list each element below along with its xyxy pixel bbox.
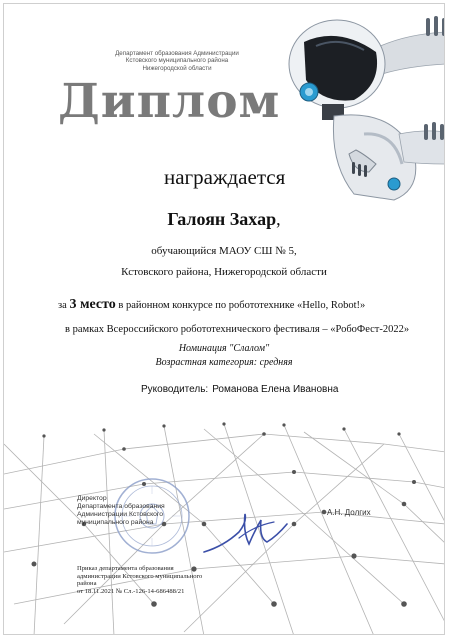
school-line: обучающийся МАОУ СШ № 5, bbox=[151, 245, 297, 257]
signer-title-line: муниципального района bbox=[77, 519, 154, 526]
recipient-name bbox=[4, 209, 444, 230]
leader-line bbox=[141, 384, 338, 395]
place-prefix: за bbox=[58, 300, 67, 311]
order-line: от 18.11.2021 № Сл.-126-14-686488/21 bbox=[77, 587, 185, 595]
age-category: Возрастная категория: средняя bbox=[155, 357, 293, 368]
signature bbox=[199, 502, 294, 562]
signer-title-line: Департамента образования bbox=[77, 503, 165, 510]
signer-title-line: Администрации Кстовского bbox=[77, 511, 164, 518]
festival-line: в рамках Всероссийского робототехнического фестиваля – «РобоФест-2022» bbox=[65, 324, 410, 335]
awarded-text: награждается bbox=[164, 165, 286, 189]
nomination: Номинация "Слалом" bbox=[178, 343, 270, 354]
diploma-title: Диплом bbox=[58, 74, 281, 129]
signer-title-line: Директор bbox=[77, 495, 107, 502]
signer-name: А.Н. Долгих bbox=[327, 508, 371, 517]
diploma-page bbox=[3, 3, 445, 635]
place-value: 3 место bbox=[69, 297, 116, 312]
order-line: администрации Кстовского муниципального bbox=[77, 572, 203, 580]
department-line: Кстовского муниципального района bbox=[125, 57, 229, 65]
district-line: Кстовского района, Нижегородской области bbox=[121, 266, 327, 278]
leader-label: Руководитель: bbox=[141, 384, 209, 395]
contest-text: в районном конкурсе по робототехнике «Hello, Robot!» bbox=[118, 300, 366, 311]
place-line bbox=[58, 297, 365, 313]
department-line: Департамент образования Администрации bbox=[115, 50, 239, 57]
order-line: Приказ департамента образования bbox=[77, 565, 174, 572]
order-line: района bbox=[77, 580, 97, 588]
leader-name: Романова Елена Ивановна bbox=[212, 384, 339, 395]
recipient-name-comma: , bbox=[276, 209, 281, 229]
department-line: Нижегородской области bbox=[142, 64, 212, 72]
order-reference bbox=[77, 565, 237, 595]
recipient-name-text: Галоян Захар bbox=[167, 209, 277, 229]
department-header bbox=[102, 50, 252, 72]
signer-title bbox=[77, 495, 165, 527]
